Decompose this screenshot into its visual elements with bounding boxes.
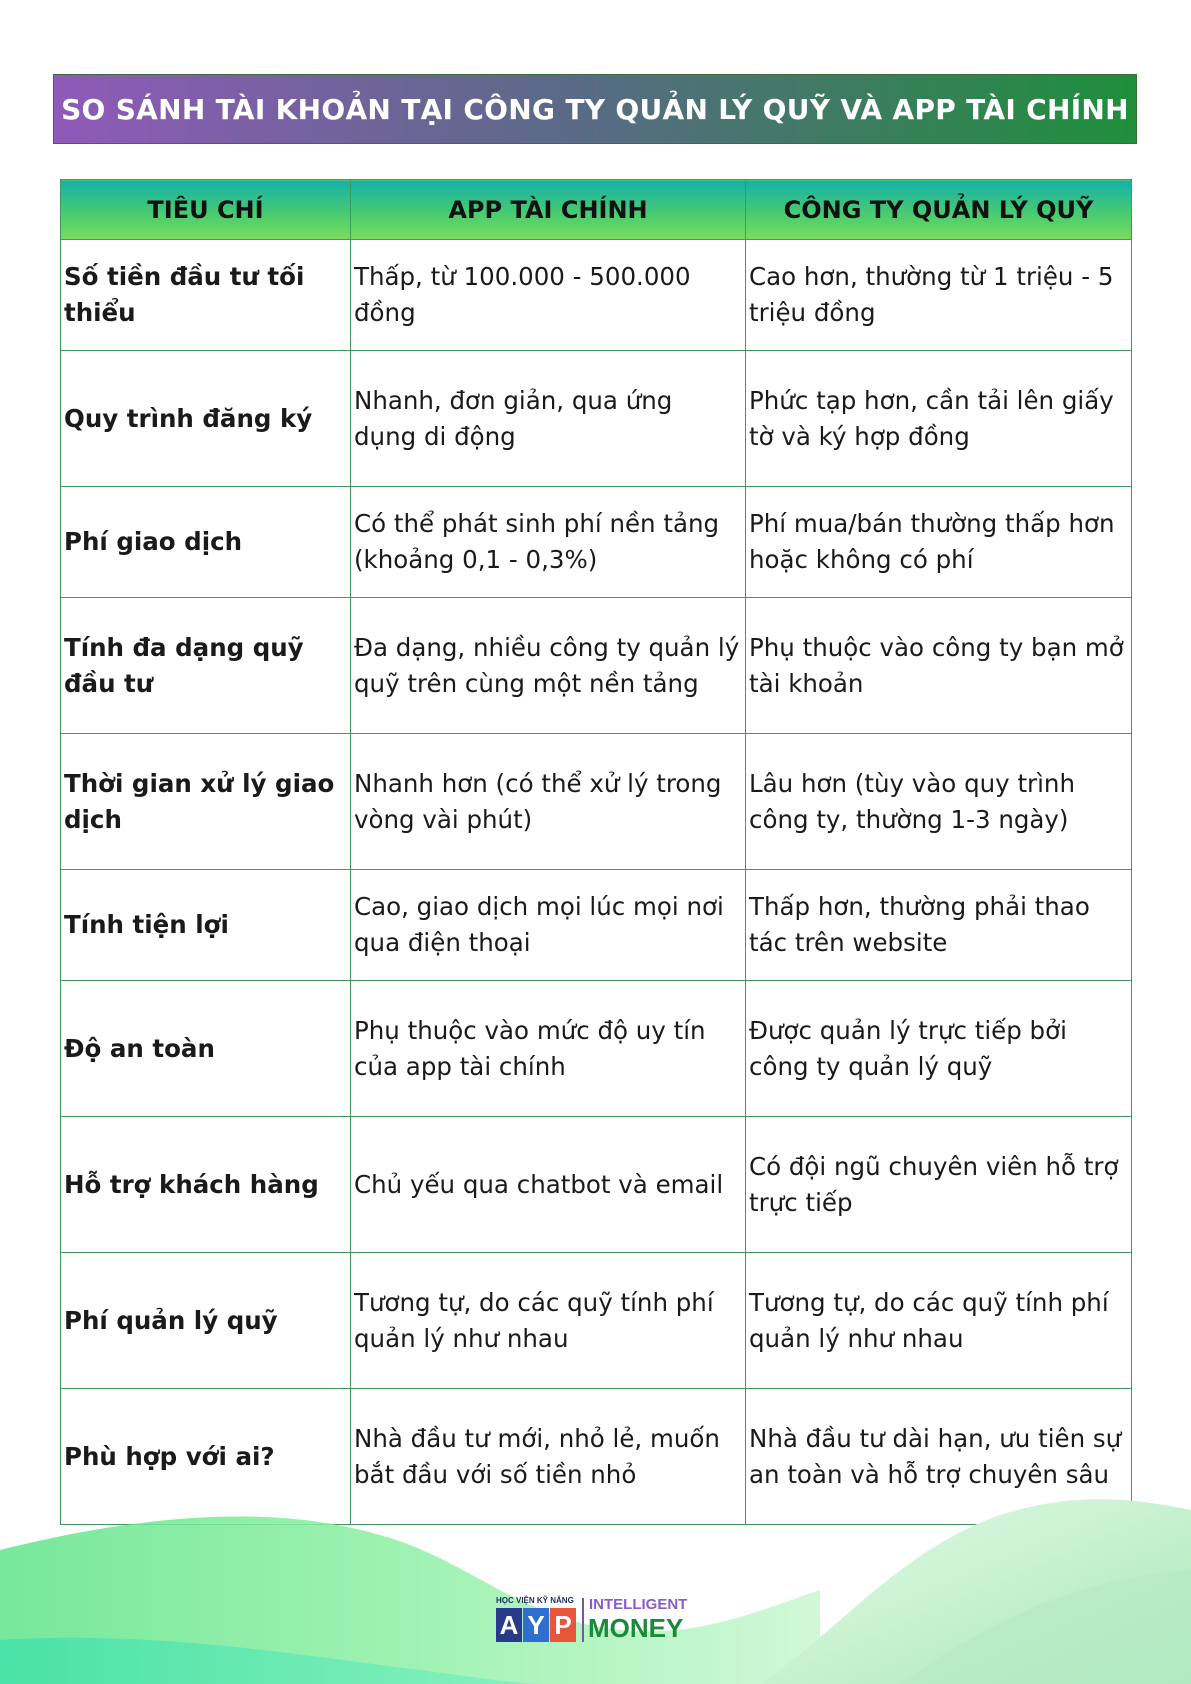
row-criterion: Thời gian xử lý giao dịch (61, 734, 351, 870)
row-app-value: Nhà đầu tư mới, nhỏ lẻ, muốn bắt đầu với số tiền nhỏ (351, 1389, 746, 1525)
row-criterion: Số tiền đầu tư tối thiểu (61, 240, 351, 351)
row-fund-value: Thấp hơn, thường phải thao tác trên website (746, 870, 1132, 981)
row-app-value: Nhanh, đơn giản, qua ứng dụng di động (351, 351, 746, 487)
table-row (61, 598, 1132, 734)
row-criterion: Quy trình đăng ký (61, 351, 351, 487)
logo-letter-p: P (550, 1608, 576, 1642)
table-row (61, 487, 1132, 598)
table-row (61, 870, 1132, 981)
row-app-value: Chủ yếu qua chatbot và email (351, 1117, 746, 1253)
row-criterion: Hỗ trợ khách hàng (61, 1117, 351, 1253)
row-app-value: Cao, giao dịch mọi lúc mọi nơi qua điện thoại (351, 870, 746, 981)
header-app: APP TÀI CHÍNH (351, 180, 746, 240)
row-criterion: Độ an toàn (61, 981, 351, 1117)
row-criterion: Tính đa dạng quỹ đầu tư (61, 598, 351, 734)
row-fund-value: Tương tự, do các quỹ tính phí quản lý như nhau (746, 1253, 1132, 1389)
row-app-value: Tương tự, do các quỹ tính phí quản lý như nhau (351, 1253, 746, 1389)
row-criterion: Tính tiện lợi (61, 870, 351, 981)
title-banner (53, 74, 1137, 144)
row-fund-value: Phí mua/bán thường thấp hơn hoặc không có phí (746, 487, 1132, 598)
header-criterion: TIÊU CHÍ (61, 180, 351, 240)
row-fund-value: Phụ thuộc vào công ty bạn mở tài khoản (746, 598, 1132, 734)
ayp-logo-mark (496, 1608, 578, 1642)
row-app-value: Phụ thuộc vào mức độ uy tín của app tài chính (351, 981, 746, 1117)
row-fund-value: Cao hơn, thường từ 1 triệu - 5 triệu đồng (746, 240, 1132, 351)
table-row (61, 240, 1132, 351)
decorative-wave-background (0, 1480, 1191, 1684)
header-fund-company: CÔNG TY QUẢN LÝ QUỸ (746, 180, 1132, 240)
row-app-value: Thấp, từ 100.000 - 500.000 đồng (351, 240, 746, 351)
logo-divider (582, 1598, 584, 1642)
row-fund-value: Có đội ngũ chuyên viên hỗ trợ trực tiếp (746, 1117, 1132, 1253)
table-row (61, 1117, 1132, 1253)
logo-letter-a: A (496, 1608, 522, 1642)
logo-money-text: MONEY (588, 1613, 684, 1643)
row-fund-value: Lâu hơn (tùy vào quy trình công ty, thường 1-3 ngày) (746, 734, 1132, 870)
page-title: SO SÁNH TÀI KHOẢN TẠI CÔNG TY QUẢN LÝ QUỸ VÀ APP TÀI CHÍNH (61, 92, 1129, 126)
logo-academy-text: HỌC VIỆN KỸ NĂNG (496, 1596, 574, 1605)
logo-intelligent-text: INTELLIGENT (589, 1596, 688, 1613)
row-fund-value: Được quản lý trực tiếp bởi công ty quản lý quỹ (746, 981, 1132, 1117)
comparison-table (60, 179, 1132, 1525)
table-row (61, 981, 1132, 1117)
row-criterion: Phí quản lý quỹ (61, 1253, 351, 1389)
row-criterion: Phù hợp với ai? (61, 1389, 351, 1525)
table-row (61, 351, 1132, 487)
table-row (61, 1253, 1132, 1389)
brand-logo (496, 1596, 696, 1646)
table-header-row (61, 180, 1132, 240)
row-fund-value: Nhà đầu tư dài hạn, ưu tiên sự an toàn và hỗ trợ chuyên sâu (746, 1389, 1132, 1525)
row-app-value: Đa dạng, nhiều công ty quản lý quỹ trên cùng một nền tảng (351, 598, 746, 734)
logo-letter-y: Y (523, 1608, 549, 1642)
row-app-value: Có thể phát sinh phí nền tảng (khoảng 0,1 - 0,3%) (351, 487, 746, 598)
table-row (61, 734, 1132, 870)
row-criterion: Phí giao dịch (61, 487, 351, 598)
row-app-value: Nhanh hơn (có thể xử lý trong vòng vài phút) (351, 734, 746, 870)
row-fund-value: Phức tạp hơn, cần tải lên giấy tờ và ký hợp đồng (746, 351, 1132, 487)
